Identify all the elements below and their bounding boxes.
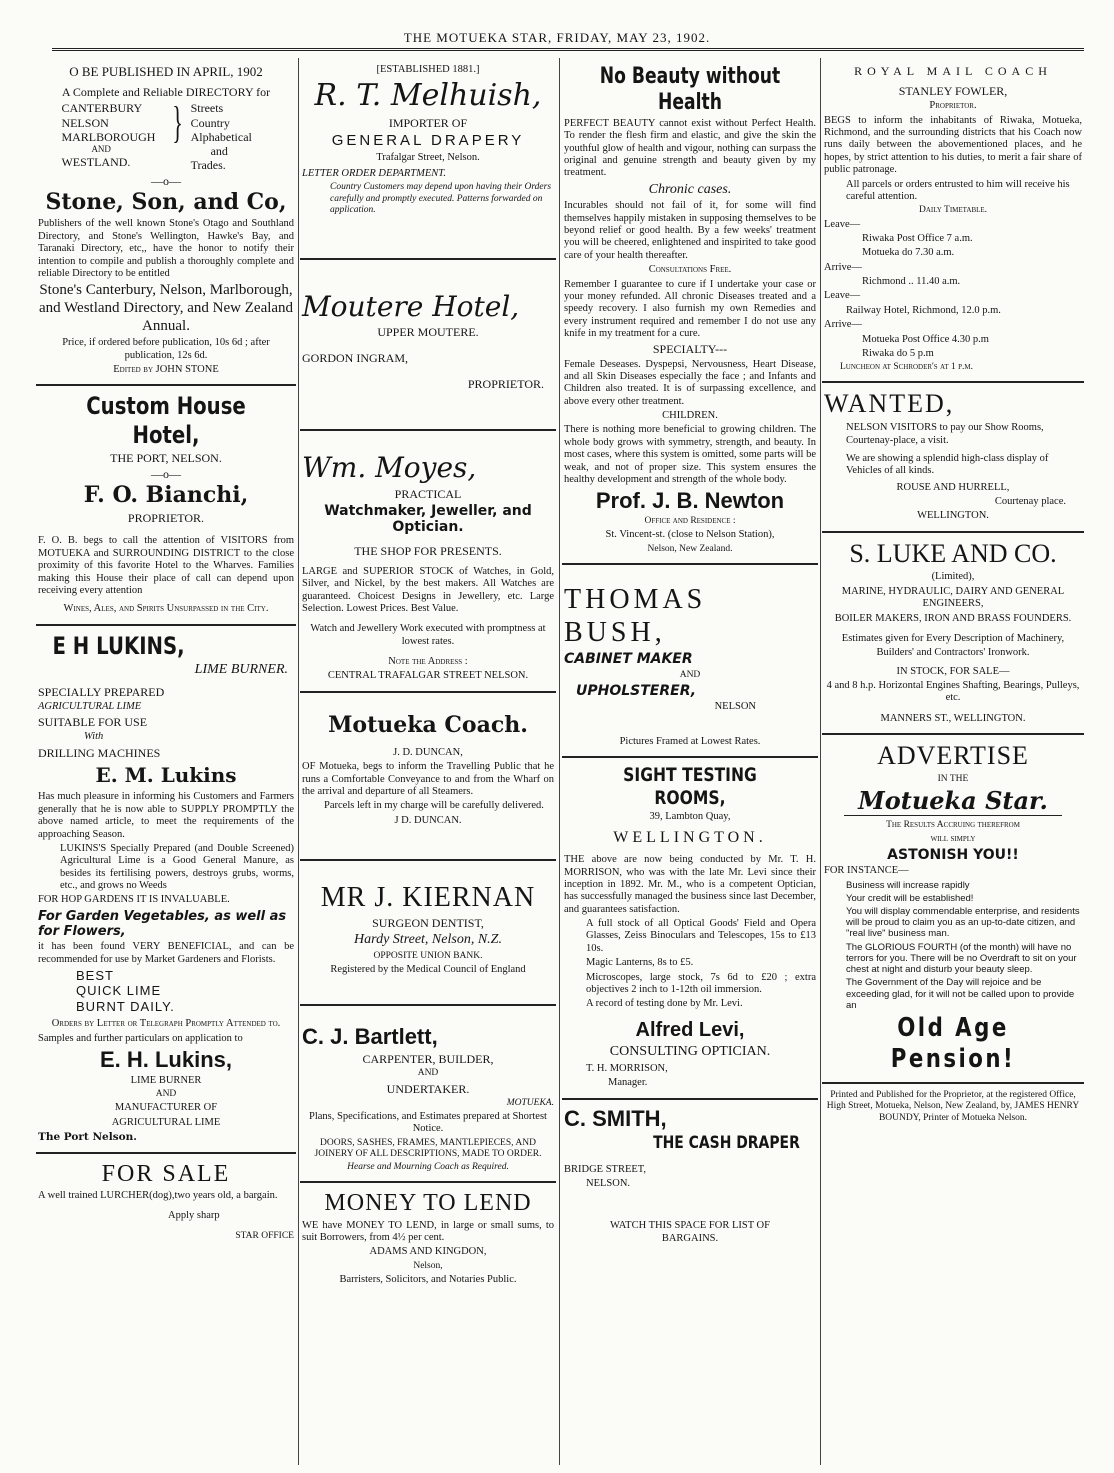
hotel-name: Moutere Hotel, [302,289,520,323]
price: Price, if ordered before publication, 10s 6d ; after publication, 12s 6d. [62,337,270,361]
ad-body: Remember I guarantee to cure if I undertake your case or your money refunded. All chronic Diseases treated and a speedy recovery. I also furnish my own Remedies and every instrument required and remember I do not use any knife in my treatment for a cure. [564,278,816,340]
ad-body: OF Motueka, begs to inform the Travelling Public that he runs a Comfortable Conveyance to and from the Wharf on the arrival and departure of all Steamers. [302,761,554,797]
ad-line: Samples and further particulars on application to [38,1032,243,1044]
column-divider [298,58,299,1465]
ad-line: Consultations Free. [648,264,732,276]
ad-line: Proprietor. [929,100,977,112]
ad-body: Female Deseases. Dyspepsi, Nervousness, Heart Disease, and all Skin Diseases especially the face ; and Infants and Children also treated. It is of surpassing excellence, and above every other treatment. [564,358,816,407]
smith-ad [562,1100,818,1252]
ad-subtitle: Chronic cases. [648,181,732,197]
brace-mark: } [172,98,184,148]
motueka-coach-ad [300,693,556,861]
ad-line: QUICK LIME [76,983,162,999]
ad-line: 39, Lambton Quay, [649,810,731,822]
advertise-ad [822,735,1084,1084]
section: and [210,143,228,158]
ad-line: St. Vincent-st. (close to Nelson Station), [605,529,775,541]
ad-title: ADVERTISE [877,741,1029,771]
ad-line: Hardy Street, Nelson, N.Z. [354,932,502,948]
paper-name: Motueka Star. [844,787,1062,816]
ad-line: Hearse and Mourning Coach as Required. [347,1162,509,1173]
ad-body: DOORS, SASHES, FRAMES, MANTLEPIECES, AND JOINERY OF ALL DESCRIPTIONS, MADE TO ORDER. [314,1137,542,1159]
ad-line: Pictures Framed at Lowest Rates. [619,735,761,747]
ad-body: Magic Lanterns, 8s to £5. [586,957,694,969]
ad-line: UPPER MOUTERE. [377,325,479,339]
ad-line: BRIDGE STREET, [564,1163,647,1175]
ad-footer: Wines, Ales, and Spirits Unsurpassed in the City. [63,603,269,615]
timetable-row: Riwaka Post Office 7 a.m. [862,232,973,244]
column-4 [822,58,1084,1469]
ad-line: Manager. [608,1077,648,1089]
firm-name: R. T. Melhuish, [314,78,542,114]
directory-title: Stone's Canterbury, Nelson, Marlborough, and Westland Directory, and New Zealand Annual. [38,282,294,334]
ad-line: SUITABLE FOR USE [38,715,148,730]
section: Trades. [190,158,226,173]
ad-body: Microscopes, large stock, 7s 6d to £20 ; extra objectives 2 inch to 1-12th oil immersion. [586,971,816,995]
ad-line: STANLEY FOWLER, [898,84,1008,99]
ad-line: AND [417,1068,439,1079]
ad-body: Country Customers may depend upon having their Orders carefully and promptly executed. Patterns forwarded on application. [330,182,552,215]
for-sale-ad [36,1154,296,1248]
moutere-hotel-ad [300,260,556,432]
ad-line: ROUSE AND HURRELL, [896,481,1010,493]
ad-line: CONSULTING OPTICIAN. [609,1044,771,1060]
section: Alphabetical [190,129,252,144]
ad-line: will simply [930,833,976,844]
ad-line: WELLINGTON. [613,829,767,847]
page-header: THE MOTUEKA STAR, FRIDAY, MAY 23, 1902. [403,30,711,45]
ad-line: Registered by the Medical Council of England [330,963,526,975]
header-rule [52,48,1084,51]
ad-line: MANUFACTURER OF [114,1102,218,1114]
ad-line: AND [679,669,701,680]
ad-line: T. H. MORRISON, [586,1062,668,1074]
ad-body: We are showing a splendid high-class display of Vehicles of all kinds. [846,452,1049,477]
ad-body: Has much pleasure in informing his Customers and Farmers generally that he is now able to SUPPLY PROMPTLY the above named article, to meet the requirements of the approaching Season. [38,791,294,840]
firm-name: E H LUKINS, [52,631,185,660]
ad-body: PERFECT BEAUTY cannot exist without Perfect Health. To render the flesh firm and elastic, and give the skin the youthful glow of health and vigour, nothing can surpass the original and genuine strength and beauty given by my treatment. [564,117,816,179]
sight-testing-ad [562,758,818,1099]
list-item: Your credit will be established! [846,892,974,904]
ad-line: BEST [76,968,114,984]
ad-line: AGRICULTURAL LIME [111,1116,221,1128]
ad-line: WELLINGTON. [917,510,989,522]
timetable-row: Motueka do 7.30 a.m. [862,247,955,259]
firm-name: THOMAS BUSH, [564,584,707,649]
ad-line: UPHOLSTERER, [576,682,697,699]
ad-line: CARPENTER, BUILDER, [362,1052,494,1067]
ad-line: Luncheon at Schroder's at 1 p.m. [840,362,973,373]
ad-line: MANNERS ST., WELLINGTON. [880,712,1026,724]
ad-line: IN STOCK, FOR SALE— [896,665,1010,677]
list-item: You will display commendable enterprise, and residents will be proud to claim you as an up-to-date citizen, and "real live" business man. [846,906,1080,940]
ad-line: Builders' and Contractors' Ironwork. [876,647,1030,659]
ad-line: Orders by Letter or Telegraph Promptly Attended to. [51,1018,281,1030]
separator: —o— [151,174,181,189]
bush-ad [562,565,818,758]
column-divider [820,58,821,1465]
hotel-name: Custom House Hotel, [86,392,246,449]
ad-line: SPECIALLY PREPARED [38,684,165,699]
ad-line: (Limited), [931,571,975,583]
ad-line: Courtenay place. [994,496,1066,508]
ad-body: A record of testing done by Mr. Levi. [586,998,743,1010]
stone-directory-ad [36,58,296,386]
ad-title: SIGHT TESTING ROOMS, [623,764,757,809]
ad-line: Nelson, New Zealand. [647,543,733,554]
ad-line: Barristers, Solicitors, and Notaries Public. [339,1274,517,1285]
ad-line: THE SHOP FOR PRESENTS. [354,543,502,558]
ad-line: Apply sharp [168,1210,220,1222]
ad-line: BOILER MAKERS, IRON AND BRASS FOUNDERS. [834,612,1072,624]
proprietor-role: PROPRIETOR. [127,511,205,526]
section: Country [190,115,230,130]
ad-body: THE above are now being conducted by Mr. T. H. MORRISON, who was with the late Mr. Levi since their inception in 1892. Mr. M., who is a competent Optician, has successfully managed the business since last December, and guarantees satisfaction. [564,854,816,915]
ad-body: Plans, Specifications, and Estimates prepared at Shortest Notice. [309,1111,547,1135]
ad-line: FOR INSTANCE— [824,865,909,877]
ad-line: MARINE, HYDRAULIC, DAIRY AND GENERAL ENGINEERS, [841,585,1065,610]
ad-title: WANTED, [824,389,955,419]
ad-body: BEGS to inform the inhabitants of Riwaka, Motueka, Richmond, and the surrounding districts that his Coach now runs daily between the abovementioned places, and he hopes, by strict attention to his duties, to merit a fair share of public patronage. [824,114,1082,176]
ad-body: LUKINS'S Specially Prepared (and Double Screened) Agricultural Lime is a Good General Manure, as besides its fertilising powers, destroys grubs, worms, etc., and grows no Weeds [60,842,294,891]
region: AND [91,143,111,154]
ad-line: CENTRAL TRAFALGAR STREET NELSON. [327,670,529,682]
ad-line: ADAMS AND KINGDON, [369,1246,487,1258]
ad-headline: Old Age Pension! [890,1012,1016,1074]
ad-line: THE CASH DRAPER [653,1133,800,1154]
list-item: The Government of the Day will rejoice and be exceeding glad, for it will not be called upon to provide an [846,977,1075,1011]
royal-mail-coach-ad [822,58,1084,383]
ad-body: Parcels left in my charge will be carefully delivered. [324,800,544,812]
est-line: [ESTABLISHED 1881.] [376,64,480,75]
column-divider [559,58,560,1465]
hotel-address: THE PORT, NELSON. [110,451,222,466]
firm-name: C. SMITH, [564,1105,667,1131]
firm-name: S. LUKE AND CO. [849,538,1057,568]
ad-line: NELSON. [586,1177,631,1189]
column-2 [300,58,556,1469]
firm-name: Prof. J. B. Newton [595,488,785,514]
ad-body: it has been found VERY BENEFICIAL, and can be recommended for use by Market Gardeners and Florists. [38,941,294,965]
ad-body: NELSON VISITORS to pay our Show Rooms, Courtenay-place, a visit. [846,422,1044,446]
ad-headline: ASTONISH YOU!! [887,846,1019,863]
firm-name: MR J. KIERNAN [320,882,536,914]
newton-ad [562,58,818,565]
proprietor-role: PROPRIETOR. [467,377,544,392]
wanted-ad [822,383,1084,532]
ad-line: PRACTICAL [394,486,462,501]
ad-body: WE have MONEY TO LEND, in large or small sums, to suit Borrowers, from 4½ per cent. [302,1219,554,1244]
ad-body: Incurables should not fail of it, for some will find themselves happily mistaken in supposing themselves to be beyond relief or good health. By a few weeks' treatment you will be cheered, enlightened and inspirited to take good care of your health thereafter. [564,200,816,261]
ad-line: LIME BURNER [130,1074,202,1086]
moyes-ad [300,431,556,692]
ad-line: AND [155,1089,177,1100]
ad-title: Motueka Coach. [328,711,528,738]
ad-title: FOR SALE [101,1160,231,1187]
ad-line: SURGEON DENTIST, [372,916,484,931]
region-list [38,98,294,173]
timetable-row: Motueka Post Office 4.30 p.m [862,333,989,345]
ad-line: GENERAL DRAPERY [331,131,525,149]
custom-house-hotel-ad [36,386,296,625]
ad-body: F. O. B. begs to call the attention of VISITORS from MOTUEKA and SURROUNDING DISTRICT to the close proximity of this favorite Hotel to the Wharves. Families making this House their place of call can depend upon receiving every attention [38,535,294,596]
ad-title: No Beauty without Health [599,64,781,115]
ad-line: AGRICULTURAL LIME [38,700,142,712]
ad-line: Daily Timetable. [918,205,988,216]
lukins-lime-ad [36,626,296,1154]
ad-line: BURNT DAILY. [76,998,175,1014]
firm-name: Alfred Levi, [635,1018,745,1041]
list-item: The GLORIOUS FOURTH (of the month) will have no terrors for you. There will be no Overdraft to sit on your chest at night and disturb your beauty sleep. [846,941,1077,976]
ad-line: CABINET MAKER [564,651,693,668]
firm-name: Wm. Moyes, [302,451,477,485]
ad-line: OPPOSITE UNION BANK. [373,950,483,961]
column-1 [36,58,296,1469]
timetable-row: Arrive— [824,261,862,273]
region: WESTLAND. [61,154,131,169]
ad-body: LARGE and SUPERIOR STOCK of Watches, in Gold, Silver, and Nickel, by the best makers. All Watches are guaranteed. Choicest Designs in Jewellery, etc. Large Selection. Lowest Prices. Best Value. [302,565,554,614]
column-3 [562,58,818,1469]
section: Streets [190,101,224,116]
timetable-row: Arrive— [824,319,862,331]
timetable-row: Riwaka do 5 p.m [862,347,934,359]
bartlett-ad [300,1006,556,1183]
ad-intro: O BE PUBLISHED IN APRIL, 1902 [69,64,263,79]
ad-subtitle: CHILDREN. [662,410,718,422]
firm-name: C. J. Bartlett, [302,1024,438,1050]
firm-role: LIME BURNER. [194,662,288,678]
ad-body: All parcels or orders entrusted to him will receive his careful attention. [846,178,1070,202]
region: MARLBOROUGH [61,129,156,144]
ad-line: The Port Nelson. [38,1131,137,1144]
ad-line: With [84,731,104,743]
ad-desc: A Complete and Reliable DIRECTORY for [61,85,271,100]
ad-line: MOTUEKA. [506,1097,554,1108]
proprietor-name: GORDON INGRAM, [302,351,409,366]
region: NELSON [61,115,109,130]
money-to-lend-ad [300,1183,556,1292]
timetable-row: Leave— [824,290,861,302]
ad-line: Nelson, [413,1260,443,1271]
ad-line: J. D. DUNCAN, [393,746,463,758]
melhuish-ad [300,58,556,260]
kiernan-ad [300,861,556,1006]
ad-line: Trafalgar Street, Nelson. [376,151,480,163]
ad-line: Watch and Jewellery Work executed with promptness at lowest rates. [310,623,546,647]
ad-line: FOR HOP GARDENS IT IS INVALUABLE. [38,894,230,906]
ad-body: A well trained LURCHER(dog),two years old, a bargain. [38,1189,278,1201]
timetable-row: Richmond .. 11.40 a.m. [862,276,961,288]
ad-line: Note the Address : [388,656,468,668]
ad-line: STAR OFFICE [235,1230,294,1241]
ad-body: There is nothing more beneficial to growing children. The whole body grows with symmetry, strength, and beauty. In most cases, where this system is omitted, some parts will be weak, and not of proper size. This system ensures the healthy development and strength of the whole body. [564,424,816,485]
ad-title: MONEY TO LEND [324,1190,532,1217]
ad-body: A full stock of all Optical Goods' Field and Opera Glasses, Zeiss Binoculars and Telescopes, 15s to £13 10s. [586,918,816,954]
ad-line: Estimates given for Every Description of Machinery, [841,632,1065,644]
ad-line: UNDERTAKER. [386,1081,470,1096]
ad-line: Watchmaker, Jeweller, and Optician. [324,502,532,536]
ad-title: ROYAL MAIL COACH [854,64,1052,78]
ad-subtitle: SPECIALTY--- [652,342,728,357]
editor: Edited by JOHN STONE [113,364,219,376]
ad-line: Office and Residence : [644,516,736,527]
ad-line: J D. DUNCAN. [394,814,462,826]
ad-line: IMPORTER OF [388,115,468,130]
region: CANTERBURY [61,101,143,116]
ad-headline: For Garden Vegetables, as well as for Flowers, [38,908,287,940]
list-item: Business will increase rapidly [846,879,970,891]
ad-line: The Results Accruing therefrom [886,820,1020,831]
firm-name: E. H. Lukins, [99,1046,233,1072]
ad-line: WATCH THIS SPACE FOR LIST OF BARGAINS. [610,1220,770,1244]
ad-line: DRILLING MACHINES [38,745,161,760]
ad-line: NELSON [714,701,756,713]
ad-line: LETTER ORDER DEPARTMENT. [302,167,446,179]
timetable-row: Railway Hotel, Richmond, 12.0 p.m. [846,304,1001,316]
luke-ad [822,533,1084,735]
separator: —o— [151,467,181,482]
proprietor-name: F. O. Bianchi, [83,482,249,509]
imprint: Printed and Published for the Proprietor, at the registered Office, High Street, Motueka, Nelson, New Zealand, by, JAMES HENRY BOUNDY, Printer of Motueka Nelson. [826,1090,1080,1123]
firm-name: E. M. Lukins [95,762,237,787]
ad-body: Publishers of the well known Stone's Otago and Southland Directory, and Stone's Wellington, Hawke's Bay, and Taranaki Directory, etc,, have the honor to notify their intention to compile and publish a thoroughly complete and reliable Directory to be entitled [38,218,294,279]
ad-line: IN THE [937,773,969,784]
timetable-row: Leave— [824,218,861,230]
firm-name: Stone, Son, and Co, [45,189,287,216]
ad-line: 4 and 8 h.p. Horizontal Engines Shafting, Bearings, Pulleys, etc. [826,680,1080,704]
